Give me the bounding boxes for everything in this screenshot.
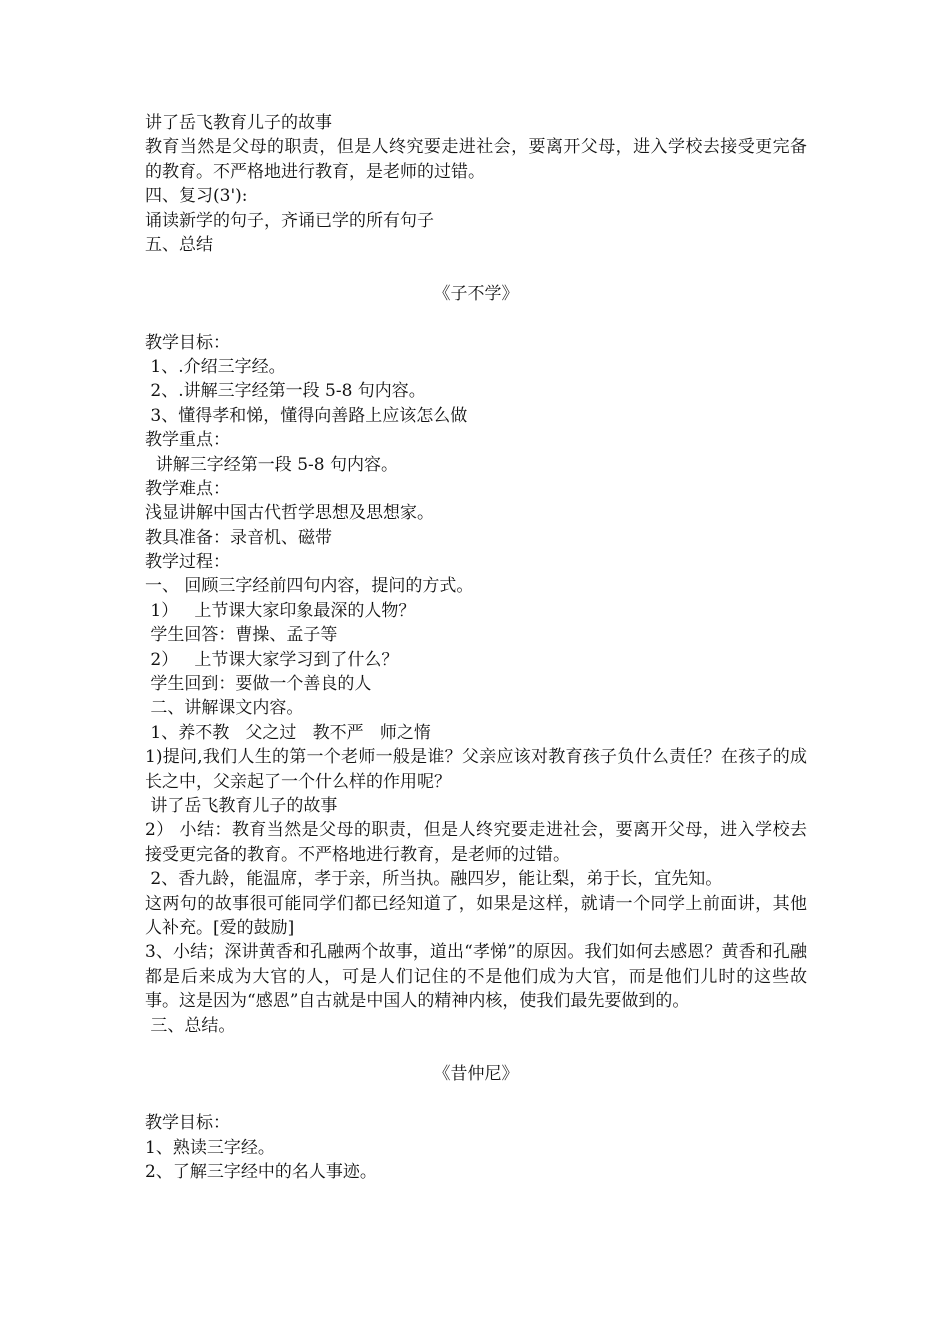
text-line: 2、香九龄，能温席，孝于亲，所当执。融四岁，能让梨，弟于长，宜先知。 [145,869,723,890]
text-line: 2） 小结：教育当然是父母的职责，但是人终究要走进社会，要离开父母，进入学校去接受更完备的教育。不严格地进行教育，是老师的过错。 [145,820,807,865]
text-line: 教学重点： [145,430,230,451]
text-line: 二、讲解课文内容。 [145,698,304,719]
text-line: 教具准备：录音机、磁带 [145,527,332,548]
text-line: 2、了解三字经中的名人事迹。 [145,1161,377,1182]
text-line: 教育当然是父母的职责，但是人终究要走进社会，要离开父母，进入学校去接受更完备的教育。不严格地进行教育，是老师的过错。 [145,137,807,182]
text-line: 教学难点： [145,478,230,499]
text-line: 学生回答：曹操、孟子等 [145,625,338,646]
text-line: 讲解三字经第一段 5-8 句内容。 [145,454,398,475]
text-line: 教学目标： [145,332,230,353]
text-line: 1、养不教 父之过 教不严 师之惰 [145,722,431,743]
blank-line [145,306,807,330]
text-line: 3、懂得孝和悌，懂得向善路上应该怎么做 [145,405,468,426]
text-line: 四、复习(3'): [145,186,248,207]
text-line: 一、 回顾三字经前四句内容，提问的方式。 [145,576,474,597]
text-line: 1)提问,我们人生的第一个老师一般是谁？父亲应该对教育孩子负什么责任？在孩子的成长之中，父亲起了一个什么样的作用呢？ [145,747,807,792]
text-line: 1、.介绍三字经。 [145,356,286,377]
section-title: 《昔仲尼》 [433,1064,519,1085]
text-line: 这两句的故事很可能同学们都已经知道了，如果是这样，就请一个同学上前面讲，其他人补充。[爱的鼓励] [145,893,807,938]
section-title: 《子不学》 [433,283,519,304]
text-line: 2、.讲解三字经第一段 5-8 句内容。 [145,381,426,402]
text-line: 讲了岳飞教育儿子的故事 [145,796,338,816]
text-line: 1） 上节课大家印象最深的人物？ [145,600,416,621]
text-line: 五、总结 [145,234,213,255]
text-line: 3、小结；深讲黄香和孔融两个故事，道出“孝悌”的原因。我们如何去感恩？黄香和孔融都是后来成为大官的人，可是人们记住的不是他们成为大官，而是他们儿时的这些故事。这是因为“感恩”自古就是中国人的精神内核，使我们最先要做到的。 [145,942,807,1012]
blank-line [145,257,807,281]
text-line: 诵读新学的句子，齐诵已学的所有句子 [145,210,434,231]
text-line: 三、总结。 [145,1015,236,1036]
text-line: 教学目标： [145,1113,230,1134]
blank-line [145,1087,807,1111]
document-body [145,111,807,1184]
text-line: 讲了岳飞教育儿子的故事 [145,113,332,133]
text-line: 1、熟读三字经。 [145,1137,275,1158]
text-line: 2） 上节课大家学习到了什么？ [145,649,399,670]
text-line: 学生回到：要做一个善良的人 [145,674,372,695]
text-line: 教学过程： [145,552,230,573]
blank-line [145,1038,807,1062]
text-line: 浅显讲解中国古代哲学思想及思想家。 [145,503,434,524]
